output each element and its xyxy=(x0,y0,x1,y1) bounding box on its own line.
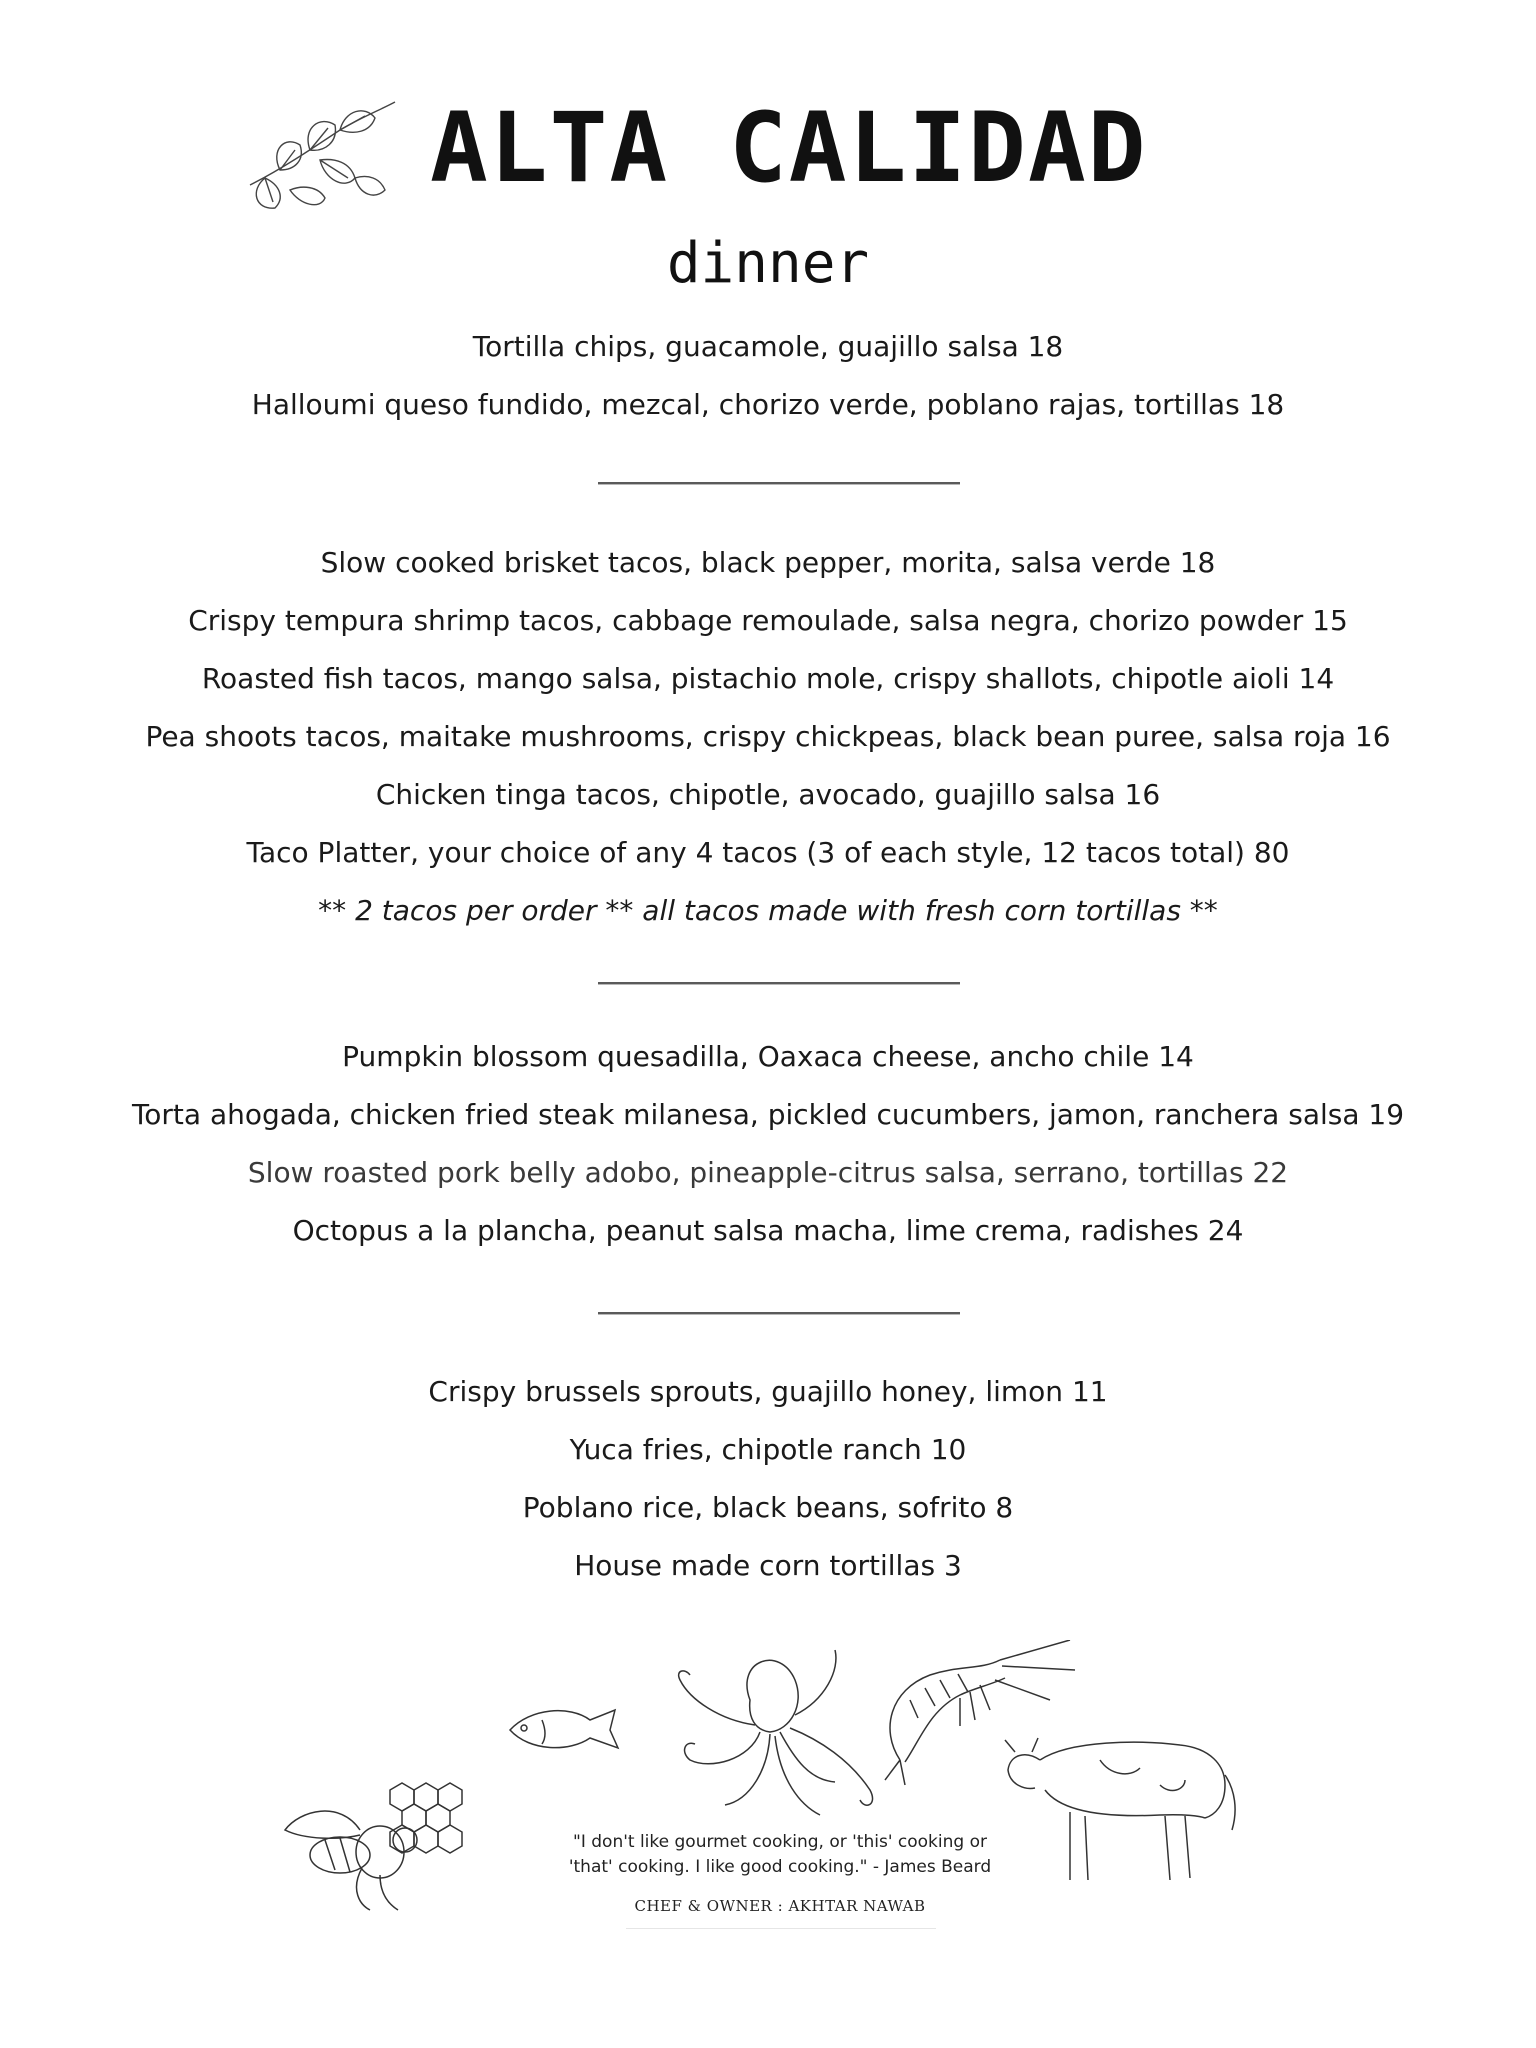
menu-item: Pea shoots tacos, maitake mushrooms, crispy chickpeas, black bean puree, salsa roja 16 xyxy=(145,720,1391,753)
honeycomb-icon xyxy=(390,1783,462,1853)
restaurant-name: ALTA CALIDAD xyxy=(430,92,1148,204)
menu-item: House made corn tortillas 3 xyxy=(574,1549,962,1582)
quote-line: "I don't like gourmet cooking, or 'this' cooking or xyxy=(573,1832,987,1852)
menu-item: Crispy brussels sprouts, guajillo honey, limon 11 xyxy=(428,1375,1108,1408)
menu-header xyxy=(240,90,1148,230)
menu-item: Chicken tinga tacos, chipotle, avocado, guajillo salsa 16 xyxy=(375,778,1161,811)
quote-line: 'that' cooking. I like good cooking." - James Beard xyxy=(568,1857,992,1877)
menu-subtitle: dinner xyxy=(666,231,870,296)
menu-item: Taco Platter, your choice of any 4 tacos (3 of each style, 12 tacos total) 80 xyxy=(246,836,1290,869)
menu-item: Octopus a la plancha, peanut salsa macha, lime crema, radishes 24 xyxy=(292,1214,1244,1247)
leaf-branch-icon xyxy=(240,90,400,220)
menu-item: Poblano rice, black beans, sofrito 8 xyxy=(522,1491,1014,1524)
chef-underline xyxy=(626,1928,936,1929)
menu-item: Roasted fish tacos, mango salsa, pistachio mole, crispy shallots, chipotle aioli 14 xyxy=(201,662,1335,695)
cow-icon xyxy=(1005,1738,1235,1880)
chef-credit: CHEF & OWNER : AKHTAR NAWAB xyxy=(634,1897,926,1915)
menu-item: Tortilla chips, guacamole, guajillo salsa 18 xyxy=(472,330,1064,363)
menu-item: Torta ahogada, chicken fried steak milanesa, pickled cucumbers, jamon, ranchera salsa 19 xyxy=(131,1098,1405,1131)
section-divider xyxy=(598,982,960,984)
tacos-note: ** 2 tacos per order ** all tacos made with fresh corn tortillas ** xyxy=(318,894,1218,927)
shrimp-icon xyxy=(885,1640,1075,1785)
menu-item: Slow cooked brisket tacos, black pepper, morita, salsa verde 18 xyxy=(320,546,1216,579)
menu-item: Yuca fries, chipotle ranch 10 xyxy=(569,1433,967,1466)
menu-item: Crispy tempura shrimp tacos, cabbage remoulade, salsa negra, chorizo powder 15 xyxy=(188,604,1348,637)
menu-item: Halloumi queso fundido, mezcal, chorizo verde, poblano rajas, tortillas 18 xyxy=(251,388,1285,421)
bee-icon xyxy=(285,1811,417,1910)
footer-illustrations xyxy=(280,1640,1260,1930)
fish-icon xyxy=(510,1710,618,1748)
menu-item: Slow roasted pork belly adobo, pineapple-citrus salsa, serrano, tortillas 22 xyxy=(247,1156,1289,1189)
section-divider xyxy=(598,482,960,484)
menu-item: Pumpkin blossom quesadilla, Oaxaca cheese, ancho chile 14 xyxy=(342,1040,1194,1073)
section-divider xyxy=(598,1312,960,1314)
octopus-icon xyxy=(679,1650,873,1815)
james-beard-quote xyxy=(560,1830,1000,1880)
